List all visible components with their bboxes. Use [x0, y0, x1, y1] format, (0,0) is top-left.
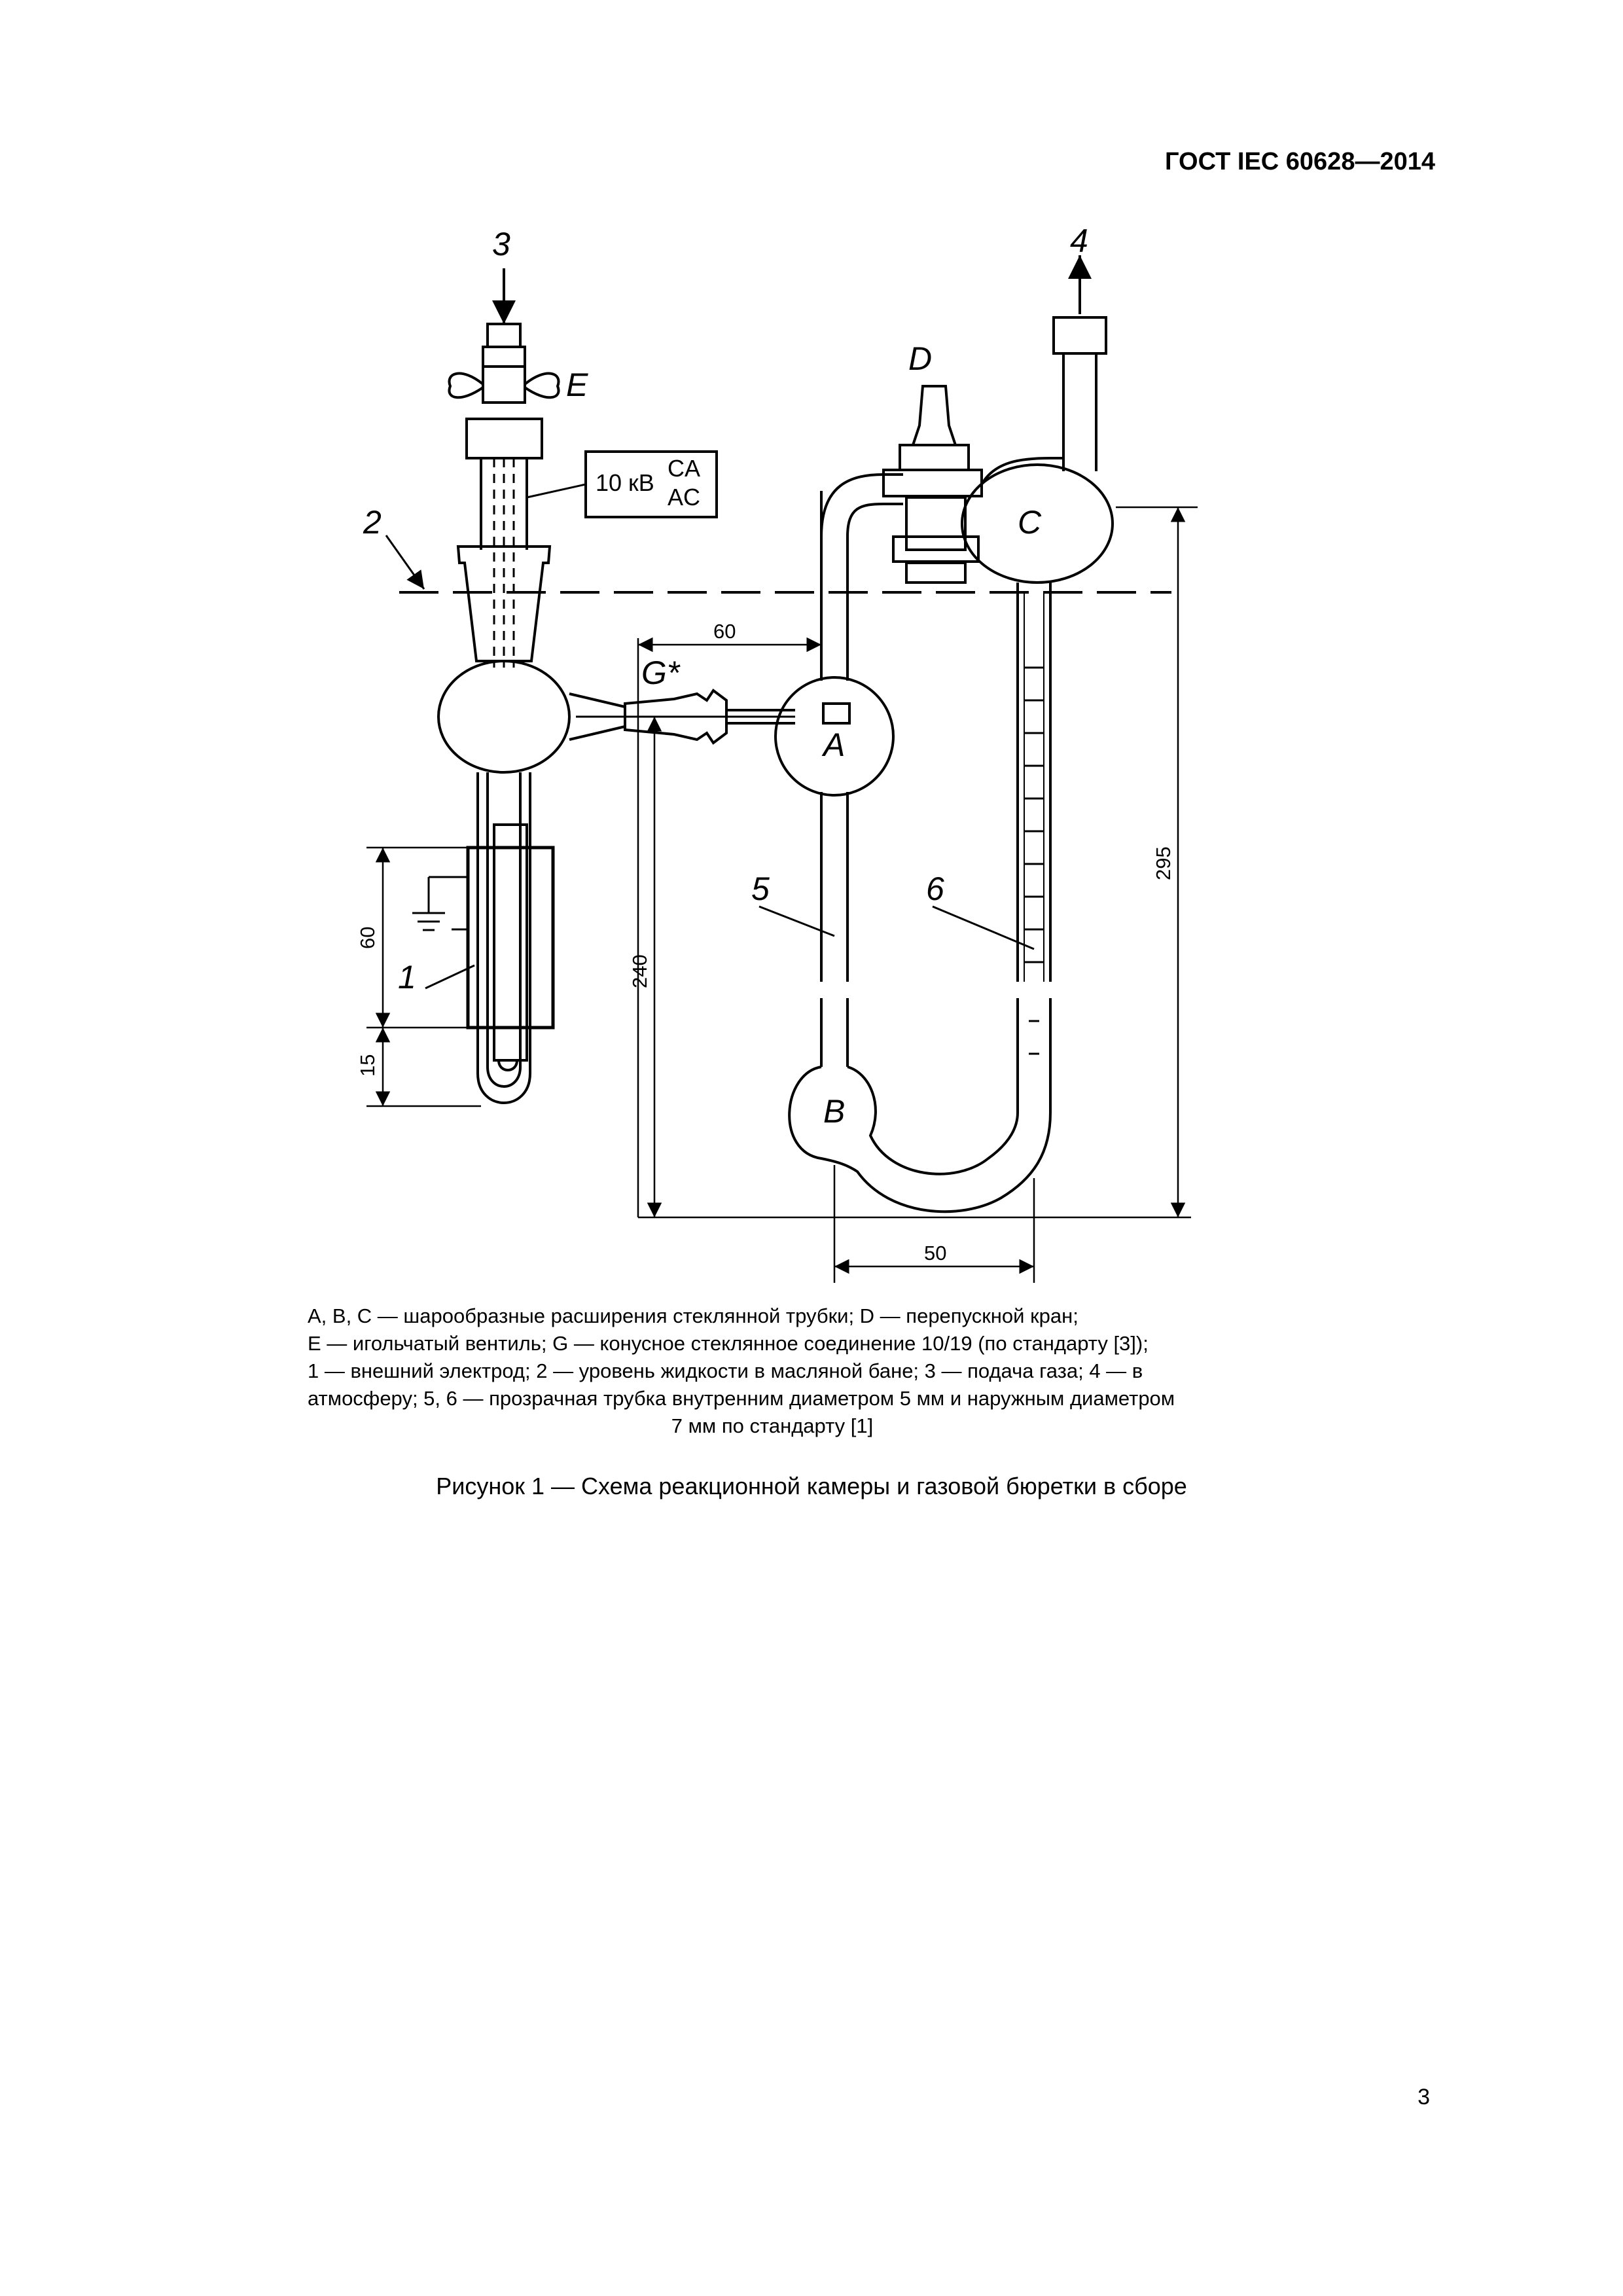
dim-15: 15: [356, 1054, 379, 1077]
label-b: B: [823, 1093, 846, 1130]
legend-line: 7 мм по стандарту [1]: [671, 1414, 874, 1437]
label-2: 2: [363, 504, 382, 541]
legend-line: 1 — внешний электрод; 2 — уровень жидкости в масляной бане; 3 — подача газа; 4 — в: [308, 1359, 1143, 1382]
label-d: D: [908, 340, 933, 377]
burette-graduations: [1024, 668, 1044, 1054]
label-c: C: [1018, 504, 1042, 541]
standard-header: ГОСТ IEC 60628—2014: [1165, 148, 1435, 175]
legend-line: атмосферу; 5, 6 — прозрачная трубка внутренним диаметром 5 мм и наружным диаметром: [308, 1387, 1175, 1410]
label-g: G*: [641, 655, 680, 691]
label-6: 6: [926, 870, 944, 907]
dim-240: 240: [628, 954, 651, 988]
dim-295: 295: [1152, 846, 1175, 880]
page-number: 3: [1418, 2085, 1430, 2109]
label-3: 3: [492, 226, 510, 262]
legend-line: E — игольчатый вентиль; G — конусное стеклянное соединение 10/19 (по стандарту [3]);: [308, 1332, 1149, 1355]
label-e: E: [566, 367, 588, 403]
label-a: A: [823, 726, 846, 763]
label-4: 4: [1070, 223, 1088, 259]
external-electrode: [468, 848, 553, 1028]
legend-line: A, B, C — шарообразные расширения стеклянной трубки; D — перепускной кран;: [308, 1304, 1079, 1327]
figure-legend: [308, 1302, 1237, 1440]
cone-joint: [569, 691, 795, 743]
dim-50: 50: [924, 1242, 947, 1265]
label-1: 1: [398, 959, 416, 996]
dim-60-top: 60: [713, 620, 736, 643]
needle-valve: [449, 324, 558, 458]
voltage-ca: CA: [668, 455, 701, 482]
voltage-ac: AC: [668, 484, 701, 511]
dim-60-left: 60: [356, 926, 379, 949]
left-tube: [438, 458, 569, 1103]
bypass-tap: [821, 386, 982, 583]
bulb-c: [962, 317, 1113, 583]
figure-caption: Рисунок 1 — Схема реакционной камеры и газовой бюретки в сборе: [436, 1473, 1187, 1499]
voltage-kv: 10 кВ: [596, 469, 654, 496]
burette: [1018, 583, 1050, 1113]
label-5: 5: [751, 870, 770, 907]
